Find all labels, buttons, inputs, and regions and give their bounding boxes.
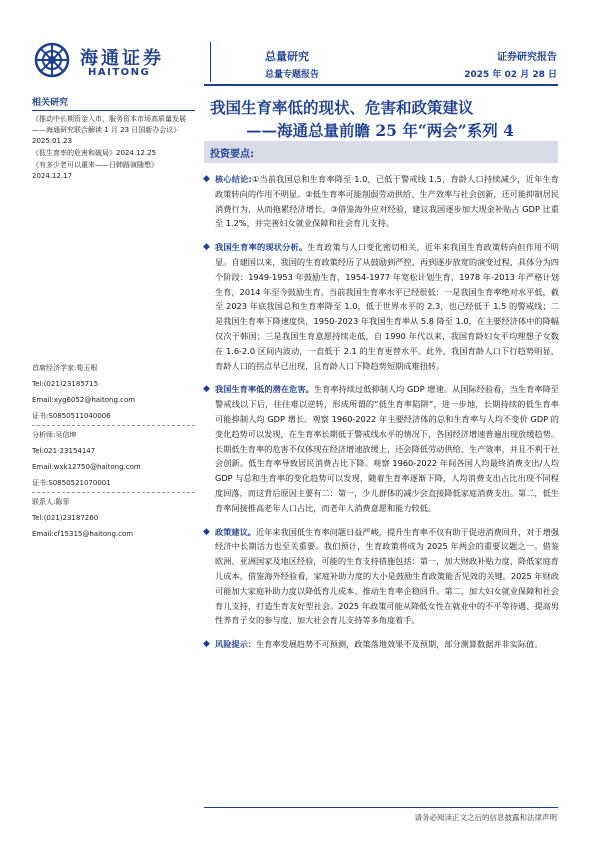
related-rule (32, 110, 195, 111)
related-research (32, 95, 195, 183)
key-point (203, 382, 559, 515)
related-heading: 相关研究 (32, 98, 69, 108)
report-title-line1: 我国生育率低的现状、危害和政策建议 (210, 98, 474, 117)
footer-rule (204, 807, 558, 808)
contact-role: 联系人:陈菲 (32, 498, 70, 506)
contact-tel: Tel:(021)23185715 (32, 380, 99, 388)
key-point-keyword: 政策建议。 (215, 526, 256, 537)
diamond-bullet-icon: ◆ (203, 526, 210, 537)
contact-email[interactable]: Email:wxk12750@haitong.com (32, 463, 141, 471)
disclaimer-note[interactable]: 请务必阅读正文之后的信息披露和法律声明 (414, 813, 557, 822)
key-point (203, 637, 559, 652)
key-point-keyword: 核心结论: (215, 174, 252, 184)
header-rule (204, 84, 558, 86)
report-subcategory: 总量专题报告 (265, 70, 320, 80)
contact-divider (32, 492, 195, 493)
contact-card (32, 494, 195, 542)
key-point (203, 525, 559, 629)
report-category: 总量研究 (265, 50, 309, 63)
investment-points-band (204, 141, 558, 163)
contact-email[interactable]: Email:cf15315@haitong.com (32, 530, 134, 538)
key-point-keyword: 风险提示： (215, 639, 256, 650)
key-point-text: 生育率持续过低抑制人均 GDP 增速。从国际经验看，当生育率降至警戒线以下后，往往难以逆转，形成所谓的“低生育率陷阱”，进一步地，长期持续的低生育率可能抑制人均 GDP 增长。观察 1960-2022 年主要经济体的总和生育率与人均不变价 GDP 的变化趋势可以发现，在生育率长期低于警戒线水平的情况下，各国经济增速普遍出现放缓趋势。长期低生育率的危害不仅体现在经济增速放缓上，还会降低劳动供给、生产效率，并且不利于社会创新。低生育率导致居民消费占比下降。观察 1960-2022 年间各国人均最终消费支出/人均 GDP 与总和生育率的变化趋势可以发现，随着生育率逐渐下降，人均消费支出占比出现不同程度回落，而这背后原因主要有二：第一，少儿群体的减少会直接降低家庭消费支出。第二，低生育率间接推高老年人口占比，而老年人消费意愿和能力较低。 (215, 384, 559, 513)
investment-points (203, 172, 559, 661)
report-header (0, 0, 595, 92)
contact-role: 首席经济学家:荀玉根 (32, 364, 98, 372)
related-item[interactable]: 《低生育率的危害和破局》2024.12.25 (32, 149, 157, 157)
key-point-keyword: 我国生育率的现状分析。 (215, 242, 308, 253)
contact-divider (32, 425, 195, 426)
contact-card (32, 427, 195, 491)
header-divider (210, 42, 211, 82)
key-point-text: ①当前我国总和生育率降至 1.0，已低于警戒线 1.5，育龄人口持续减少，近年生育政策转向的作用不明显。②低生育率可能削弱劳动供给、生产效率与社会创新，还可能抑制居民消费行为，从而拖累经济增长。③借鉴海外应对经验，建议我国逐步加大现金补贴占 GDP 比重至 1.2%，并完善妇女就业保障和社会育儿支持。 (215, 174, 559, 229)
key-point-text: 生育政策与人口变化密切相关，近年来我国生育政策转向但作用不明显。自建国以来，我国的生育政策经历了从鼓励到严控，再到逐步放宽的演变过程，具体分为四个阶段：1949-1953 年鼓励生育，1954-1977 年宽松计划生育，1978 年-2013 年严格计划生育，2014 年至今鼓励生育。当前我国生育率水平已经很低：一是我国生育率绝对水平低，截至 2023 年底我国总和生育率降至 1.0，低于世界水平的 2.3，也已经低于 1.5 的警戒线；二是我国生育率下降速度快，1950-2023 年我国生育率从 5.8 降至 1.0，在主要经济体中的降幅仅次于韩国；三是我国生育意愿持续走低，自 1990 年代以来，我国育龄妇女平均理想子女数在 1.6-2.0 区间内波动，一直低于 2.1 的生育更替水平。此外，我国育龄人口下行趋势明显，育龄人口的拐点早已出现，且育龄人口下降趋势短期成难扭转。 (215, 242, 559, 371)
contact-cert: 证书:S0850511040006 (32, 412, 111, 420)
contact-cert: 证书:S0850521070001 (32, 479, 111, 487)
key-point-text: 近年来我国低生育率问题日益严峻，提升生育率不仅有助于促进消费回升，对于增强经济中长期活力也至关重要。我们预计，生育政策将成为 2025 年两会的重要议题之一。借鉴欧洲、亚洲国家及地区经验，可能的生育支持措施包括：第一，加大财政补贴力度，降低家庭育儿成本。借鉴海外经验看，家庭补助力度的大小是鼓励生育政策能否见效的关键。2025 年财政可能加大家庭补助力度以降低育儿成本、推动生育率企稳回升。第二，加大妇女就业保障和社会育儿支持，打造生育友好型社会。2025 年政策可能从降低女性在就业中的不平等待遇、提高男性养育子女的参与度、加大社会育儿支持等多角度着手。 (215, 526, 559, 626)
contact-role: 分析师:吴信坤 (32, 431, 77, 439)
logo-chinese-text: 海通证券 (80, 48, 164, 69)
logo-english-text: HAITONG (88, 67, 151, 78)
key-point (203, 240, 559, 373)
key-point (203, 172, 559, 231)
contact-tel: Tel:(021)23187260 (32, 514, 99, 522)
related-item[interactable]: 《推动中长期资金入市，服务资本市场高质量发展——海通研究联合解读 1 月 23 日国新办会议》2025.01.23 (32, 115, 186, 145)
diamond-bullet-icon: ◆ (203, 639, 210, 650)
investment-points-label: 投资要点: (210, 149, 254, 160)
key-point-keyword: 我国生育率低的潜在危害。 (215, 384, 314, 395)
report-title-line2: ——海通总量前瞻 25 年“两会”系列 4 (246, 121, 514, 140)
key-point-text: 生育率发展趋势不可预测，政策落地效果不及预期，部分测算数据并非实际值。 (255, 639, 543, 650)
report-date: 2025 年 02 月 28 日 (464, 70, 557, 80)
diamond-bullet-icon: ◆ (203, 242, 210, 253)
related-item[interactable]: 《有多少老可以重来——日韩路演随想》2024.12.17 (32, 161, 158, 180)
report-type: 证券研究报告 (497, 52, 557, 63)
analyst-contacts (32, 360, 195, 542)
contact-tel: Tel:021-23154147 (32, 447, 96, 455)
contact-email[interactable]: Email:xyg6052@haitong.com (32, 396, 136, 404)
diamond-bullet-icon: ◆ (203, 384, 210, 395)
contact-card (32, 360, 195, 424)
haitong-emblem-icon (34, 42, 70, 78)
diamond-bullet-icon: ◆ (203, 174, 210, 184)
